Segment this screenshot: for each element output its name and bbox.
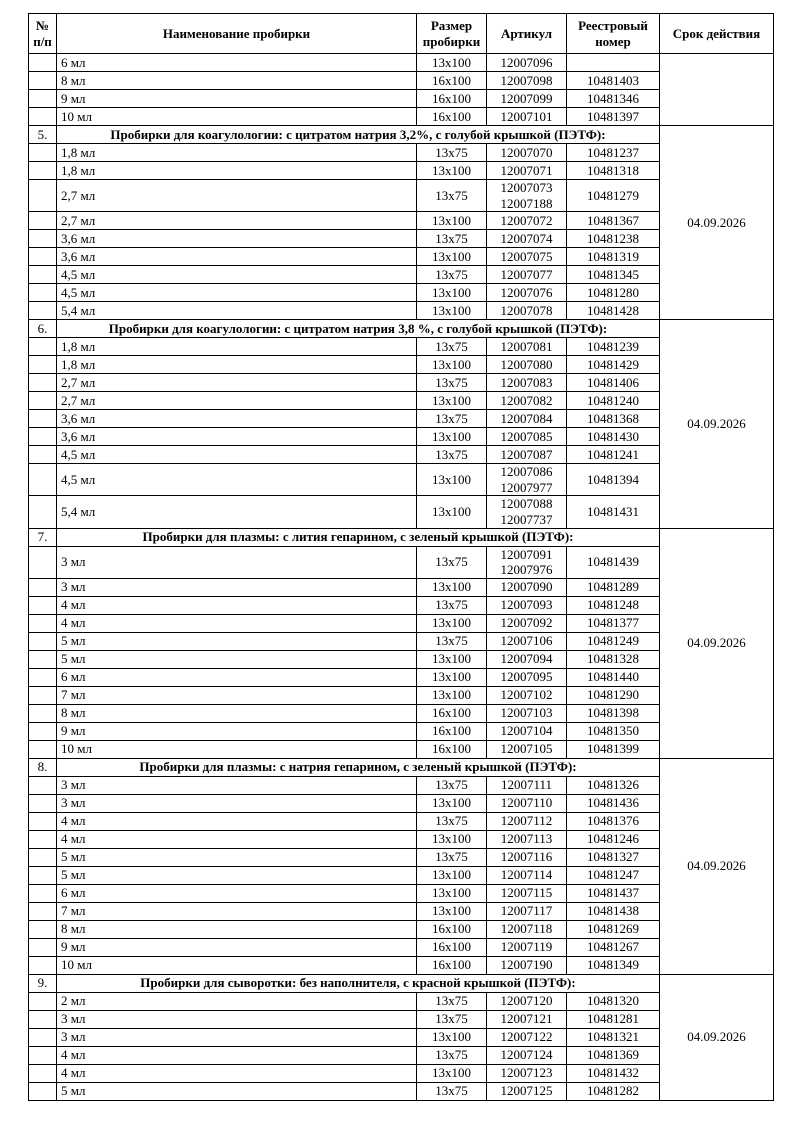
section-header-row [29,528,774,546]
article-cell: 12007090 [487,578,567,596]
row-number-cell [29,356,57,374]
article-cell: 12007117 [487,902,567,920]
row-number-cell [29,938,57,956]
tube-name-cell: 4 мл [57,614,417,632]
tube-size-cell: 13x100 [417,464,487,496]
article-cell: 12007111 [487,776,567,794]
registry-number-cell: 10481280 [567,284,660,302]
row-number-cell [29,866,57,884]
registry-number-cell: 10481320 [567,992,660,1010]
row-number-cell [29,180,57,212]
article-cell: 12007071 [487,162,567,180]
article-cell: 12007106 [487,632,567,650]
tube-size-cell: 13x75 [417,1046,487,1064]
registry-number-cell: 10481430 [567,428,660,446]
registry-number-cell: 10481429 [567,356,660,374]
article-cell: 12007072 [487,212,567,230]
article-cell: 12007122 [487,1028,567,1046]
tube-size-cell: 13x100 [417,428,487,446]
validity-cell: 04.09.2026 [660,528,774,758]
tube-name-cell: 3 мл [57,578,417,596]
table-body [29,54,774,1101]
section-header-row [29,758,774,776]
registry-number-cell: 10481237 [567,144,660,162]
article-cell: 12007074 [487,230,567,248]
section-title-cell: Пробирки для коагулологии: с цитратом натрия 3,2%, с голубой крышкой (ПЭТФ): [57,126,660,144]
section-number-cell: 9. [29,974,57,992]
row-number-cell [29,266,57,284]
tube-size-cell: 13x100 [417,496,487,528]
registry-number-cell: 10481246 [567,830,660,848]
tube-name-cell: 1,8 мл [57,338,417,356]
validity-cell [660,54,774,126]
article-cell: 12007105 [487,740,567,758]
tube-size-cell: 16x100 [417,722,487,740]
registry-number-cell: 10481367 [567,212,660,230]
tube-name-cell: 2,7 мл [57,392,417,410]
registry-number-cell: 10481321 [567,1028,660,1046]
section-header-row [29,320,774,338]
article-cell: 12007095 [487,668,567,686]
row-number-cell [29,284,57,302]
tube-name-cell: 4 мл [57,812,417,830]
row-number-cell [29,546,57,578]
registry-number-cell: 10481269 [567,920,660,938]
article-cell: 12007076 [487,284,567,302]
tube-size-cell: 13x75 [417,848,487,866]
article-cell: 12007112 [487,812,567,830]
tube-size-cell: 13x100 [417,884,487,902]
registry-number-cell: 10481327 [567,848,660,866]
registry-number-cell: 10481240 [567,392,660,410]
tube-name-cell: 7 мл [57,686,417,704]
row-number-cell [29,446,57,464]
article-cell: 12007120 [487,992,567,1010]
row-number-cell [29,248,57,266]
tube-name-cell: 3,6 мл [57,230,417,248]
tube-name-cell: 10 мл [57,956,417,974]
section-title-cell: Пробирки для плазмы: с натрия гепарином, с зеленый крышкой (ПЭТФ): [57,758,660,776]
row-number-cell [29,410,57,428]
article-cell: 12007113 [487,830,567,848]
article-cell: 12007083 [487,374,567,392]
tube-name-cell: 5,4 мл [57,302,417,320]
registry-number-cell: 10481403 [567,72,660,90]
registry-number-cell: 10481318 [567,162,660,180]
row-number-cell [29,956,57,974]
article-cell: 12007103 [487,704,567,722]
col-header-name: Наименование пробирки [57,14,417,54]
registry-number-cell: 10481394 [567,464,660,496]
tube-size-cell: 13x100 [417,284,487,302]
section-title-cell: Пробирки для коагулологии: с цитратом натрия 3,8 %, с голубой крышкой (ПЭТФ): [57,320,660,338]
article-cell: 12007081 [487,338,567,356]
tube-size-cell: 16x100 [417,704,487,722]
row-number-cell [29,1046,57,1064]
registry-number-cell: 10481267 [567,938,660,956]
row-number-cell [29,374,57,392]
validity-cell: 04.09.2026 [660,974,774,1100]
tube-size-cell: 13x100 [417,668,487,686]
registry-number-cell: 10481440 [567,668,660,686]
registry-number-cell: 10481238 [567,230,660,248]
row-number-cell [29,884,57,902]
tube-size-cell: 16x100 [417,920,487,938]
section-number-cell: 6. [29,320,57,338]
tube-name-cell: 2 мл [57,992,417,1010]
tube-name-cell: 3,6 мл [57,410,417,428]
section-number-cell: 7. [29,528,57,546]
tube-size-cell: 13x100 [417,302,487,320]
tube-size-cell: 13x75 [417,446,487,464]
registry-number-cell: 10481345 [567,266,660,284]
article-cell: 12007088 12007737 [487,496,567,528]
article-cell: 12007104 [487,722,567,740]
tube-name-cell: 5 мл [57,866,417,884]
tube-name-cell: 2,7 мл [57,374,417,392]
article-cell: 12007087 [487,446,567,464]
tube-name-cell: 4 мл [57,596,417,614]
tube-size-cell: 13x75 [417,812,487,830]
tube-size-cell: 13x75 [417,546,487,578]
tube-name-cell: 4,5 мл [57,446,417,464]
registry-number-cell: 10481282 [567,1082,660,1100]
registry-number-cell: 10481289 [567,578,660,596]
tube-name-cell: 3 мл [57,794,417,812]
article-cell: 12007125 [487,1082,567,1100]
row-number-cell [29,464,57,496]
section-header-row [29,126,774,144]
row-number-cell [29,614,57,632]
article-cell: 12007073 12007188 [487,180,567,212]
registry-number-cell: 10481281 [567,1010,660,1028]
row-number-cell [29,212,57,230]
tube-size-cell: 13x100 [417,794,487,812]
tube-name-cell: 7 мл [57,902,417,920]
tube-name-cell: 3,6 мл [57,428,417,446]
article-cell: 12007086 12007977 [487,464,567,496]
row-number-cell [29,848,57,866]
article-cell: 12007102 [487,686,567,704]
tube-size-cell: 13x100 [417,902,487,920]
tube-name-cell: 3 мл [57,546,417,578]
registry-number-cell: 10481241 [567,446,660,464]
registry-number-cell: 10481319 [567,248,660,266]
registry-number-cell [567,54,660,72]
tube-size-cell: 13x75 [417,1082,487,1100]
tube-name-cell: 3 мл [57,1028,417,1046]
tube-size-cell: 13x75 [417,632,487,650]
article-cell: 12007092 [487,614,567,632]
tube-size-cell: 13x75 [417,410,487,428]
article-cell: 12007078 [487,302,567,320]
registry-number-cell: 10481239 [567,338,660,356]
tube-size-cell: 13x100 [417,1064,487,1082]
tube-size-cell: 16x100 [417,938,487,956]
article-cell: 12007121 [487,1010,567,1028]
row-number-cell [29,144,57,162]
article-cell: 12007118 [487,920,567,938]
tube-table [28,13,774,1101]
registry-number-cell: 10481377 [567,614,660,632]
tube-size-cell: 16x100 [417,90,487,108]
validity-cell: 04.09.2026 [660,758,774,974]
row-number-cell [29,496,57,528]
row-number-cell [29,596,57,614]
row-number-cell [29,722,57,740]
table-header [29,14,774,54]
tube-name-cell: 10 мл [57,740,417,758]
article-cell: 12007082 [487,392,567,410]
registry-number-cell: 10481290 [567,686,660,704]
registry-number-cell: 10481432 [567,1064,660,1082]
tube-name-cell: 9 мл [57,722,417,740]
row-number-cell [29,668,57,686]
section-header-row [29,974,774,992]
col-header-size: Размер пробирки [417,14,487,54]
tube-size-cell: 13x75 [417,180,487,212]
row-number-cell [29,1082,57,1100]
tube-name-cell: 1,8 мл [57,356,417,374]
tube-name-cell: 2,7 мл [57,212,417,230]
col-header-reg: Реестровый номер [567,14,660,54]
registry-number-cell: 10481439 [567,546,660,578]
registry-number-cell: 10481431 [567,496,660,528]
tube-size-cell: 16x100 [417,108,487,126]
row-number-cell [29,812,57,830]
tube-name-cell: 8 мл [57,704,417,722]
tube-name-cell: 5,4 мл [57,496,417,528]
tube-name-cell: 6 мл [57,668,417,686]
registry-number-cell: 10481350 [567,722,660,740]
tube-name-cell: 4 мл [57,1046,417,1064]
tube-name-cell: 3 мл [57,1010,417,1028]
row-number-cell [29,578,57,596]
registry-number-cell: 10481406 [567,374,660,392]
article-cell: 12007098 [487,72,567,90]
row-number-cell [29,830,57,848]
row-number-cell [29,72,57,90]
registry-number-cell: 10481376 [567,812,660,830]
tube-size-cell: 13x100 [417,614,487,632]
row-number-cell [29,686,57,704]
article-cell: 12007123 [487,1064,567,1082]
article-cell: 12007070 [487,144,567,162]
tube-name-cell: 5 мл [57,650,417,668]
registry-number-cell: 10481279 [567,180,660,212]
tube-size-cell: 13x100 [417,212,487,230]
tube-name-cell: 4 мл [57,830,417,848]
tube-name-cell: 8 мл [57,72,417,90]
registry-number-cell: 10481346 [567,90,660,108]
row-number-cell [29,90,57,108]
tube-size-cell: 13x100 [417,578,487,596]
tube-name-cell: 1,8 мл [57,144,417,162]
article-cell: 12007099 [487,90,567,108]
row-number-cell [29,794,57,812]
row-number-cell [29,392,57,410]
registry-number-cell: 10481438 [567,902,660,920]
article-cell: 12007091 12007976 [487,546,567,578]
table-header-row [29,14,774,54]
tube-name-cell: 4 мл [57,1064,417,1082]
registry-number-cell: 10481249 [567,632,660,650]
section-number-cell: 5. [29,126,57,144]
article-cell: 12007075 [487,248,567,266]
tube-name-cell: 4,5 мл [57,464,417,496]
tube-name-cell: 3,6 мл [57,248,417,266]
row-number-cell [29,302,57,320]
article-cell: 12007190 [487,956,567,974]
registry-number-cell: 10481398 [567,704,660,722]
row-number-cell [29,1064,57,1082]
article-cell: 12007116 [487,848,567,866]
row-number-cell [29,54,57,72]
tube-size-cell: 16x100 [417,740,487,758]
section-number-cell: 8. [29,758,57,776]
registry-number-cell: 10481349 [567,956,660,974]
row-number-cell [29,650,57,668]
table-row [29,54,774,72]
registry-number-cell: 10481248 [567,596,660,614]
article-cell: 12007115 [487,884,567,902]
tube-name-cell: 1,8 мл [57,162,417,180]
article-cell: 12007084 [487,410,567,428]
tube-name-cell: 9 мл [57,938,417,956]
tube-size-cell: 13x100 [417,248,487,266]
tube-size-cell: 13x75 [417,230,487,248]
article-cell: 12007077 [487,266,567,284]
row-number-cell [29,162,57,180]
tube-size-cell: 13x100 [417,392,487,410]
tube-name-cell: 8 мл [57,920,417,938]
article-cell: 12007119 [487,938,567,956]
tube-name-cell: 5 мл [57,1082,417,1100]
article-cell: 12007080 [487,356,567,374]
tube-size-cell: 13x100 [417,1028,487,1046]
validity-cell: 04.09.2026 [660,320,774,528]
tube-size-cell: 13x75 [417,992,487,1010]
tube-name-cell: 5 мл [57,632,417,650]
row-number-cell [29,632,57,650]
registry-number-cell: 10481397 [567,108,660,126]
row-number-cell [29,776,57,794]
tube-size-cell: 13x75 [417,338,487,356]
registry-number-cell: 10481326 [567,776,660,794]
row-number-cell [29,108,57,126]
article-cell: 12007096 [487,54,567,72]
tube-size-cell: 13x75 [417,266,487,284]
tube-name-cell: 6 мл [57,54,417,72]
tube-name-cell: 9 мл [57,90,417,108]
registry-number-cell: 10481436 [567,794,660,812]
row-number-cell [29,1010,57,1028]
tube-size-cell: 16x100 [417,72,487,90]
row-number-cell [29,920,57,938]
article-cell: 12007114 [487,866,567,884]
tube-name-cell: 10 мл [57,108,417,126]
tube-size-cell: 13x100 [417,162,487,180]
col-header-num: № п/п [29,14,57,54]
registry-number-cell: 10481368 [567,410,660,428]
article-cell: 12007094 [487,650,567,668]
col-header-article: Артикул [487,14,567,54]
tube-name-cell: 3 мл [57,776,417,794]
row-number-cell [29,338,57,356]
tube-size-cell: 13x100 [417,650,487,668]
tube-size-cell: 13x100 [417,54,487,72]
tube-size-cell: 13x75 [417,776,487,794]
row-number-cell [29,740,57,758]
section-title-cell: Пробирки для сыворотки: без наполнителя, с красной крышкой (ПЭТФ): [57,974,660,992]
validity-cell: 04.09.2026 [660,126,774,320]
row-number-cell [29,704,57,722]
registry-number-cell: 10481428 [567,302,660,320]
tube-size-cell: 13x100 [417,830,487,848]
article-cell: 12007085 [487,428,567,446]
tube-size-cell: 13x75 [417,1010,487,1028]
tube-name-cell: 4,5 мл [57,266,417,284]
tube-name-cell: 6 мл [57,884,417,902]
row-number-cell [29,992,57,1010]
section-title-cell: Пробирки для плазмы: с лития гепарином, с зеленый крышкой (ПЭТФ): [57,528,660,546]
row-number-cell [29,428,57,446]
registry-number-cell: 10481247 [567,866,660,884]
registry-number-cell: 10481369 [567,1046,660,1064]
tube-size-cell: 13x100 [417,686,487,704]
tube-size-cell: 13x75 [417,596,487,614]
row-number-cell [29,1028,57,1046]
article-cell: 12007110 [487,794,567,812]
article-cell: 12007124 [487,1046,567,1064]
tube-name-cell: 5 мл [57,848,417,866]
tube-size-cell: 16x100 [417,956,487,974]
registry-number-cell: 10481437 [567,884,660,902]
registry-number-cell: 10481328 [567,650,660,668]
tube-name-cell: 2,7 мл [57,180,417,212]
row-number-cell [29,902,57,920]
tube-size-cell: 13x75 [417,144,487,162]
row-number-cell [29,230,57,248]
article-cell: 12007093 [487,596,567,614]
tube-size-cell: 13x100 [417,356,487,374]
tube-size-cell: 13x75 [417,374,487,392]
tube-name-cell: 4,5 мл [57,284,417,302]
col-header-validity: Срок действия [660,14,774,54]
registry-number-cell: 10481399 [567,740,660,758]
tube-size-cell: 13x100 [417,866,487,884]
article-cell: 12007101 [487,108,567,126]
